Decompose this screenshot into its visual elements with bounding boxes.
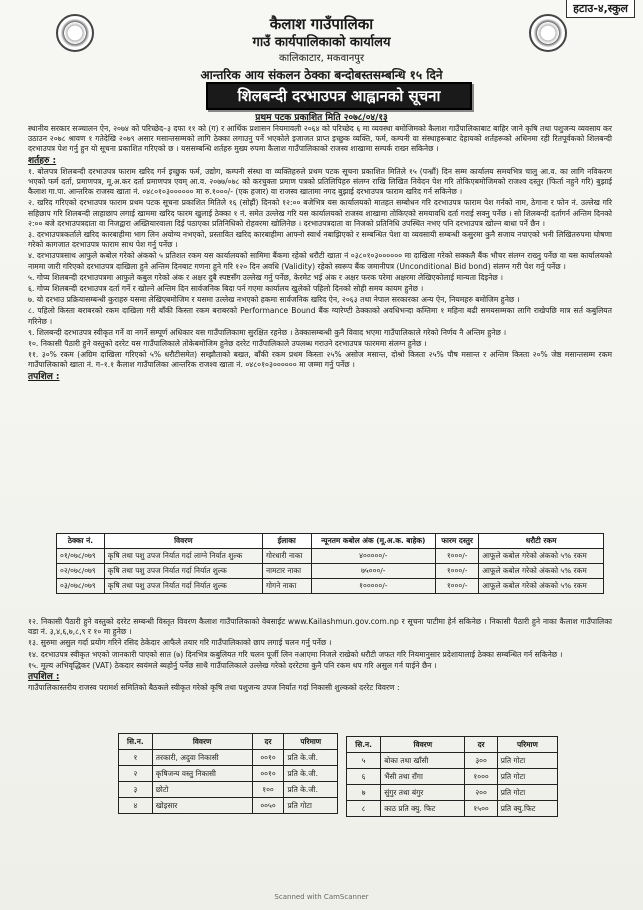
table-row [347,769,558,785]
footer-note: १३. सुरुमा असुल गर्दा प्रयोग गरिने रसिद ठेकेदार आफैले तयार गरि गाउँपालिकाको छाप लगाई चलन गर्नु पर्नेछ । [28,638,332,648]
table-row [57,564,604,579]
table-cell: कृषि तथा पशु उपज निर्यात गर्दा निर्यात शुल्क [104,564,262,579]
term-item: ९. शिलबन्दी दरभाउपत्र स्वीकृत गर्ने वा नगर्ने सम्पूर्ण अधिकार यस गाउँपालिकामा सुरक्षित रहनेछ । ठेक्कासम्बन्धी कुनै विवाद भएमा गाउँपालिकाले गरेको निर्णय नै अन्तिम हुनेछ । [28,327,507,337]
table-cell: गोरधारी नाका [262,549,311,564]
table-cell: ००१० [252,766,284,782]
col-header: विवरण [152,734,252,750]
table-row [347,753,558,769]
footer-note: १४. दरभाउपत्र स्वीकृत भएको जानकारी पाएको सात (७) दिनभित्र कबुलियत गरि चलन पूर्जी लिन नआएमा निजले राखेको धरौटी जफत गरि नियमानुसार प्रदेशायालाई ठेक्का सम्बन्धित गर्न सकिनेछ । [28,649,563,659]
footer-details-label: तपशिल : [28,672,60,683]
table-cell: छोटो [152,782,252,798]
table-row [119,766,338,782]
office-name: गाउँ कार्यपालिकाको कार्यालय [252,35,391,50]
table-cell: १००० [465,769,497,785]
table-cell: प्रति गोटा [497,769,557,785]
footer-details-intro: गाउँपालिकास्तरीय राजस्व परामर्श समितिको बैठकले स्वीकृत गरेको कृषि तथा पशुजन्य उपज निर्यात गर्दा निकासी शुल्कको दररेट विवरण : [28,683,400,693]
table-row [119,798,338,814]
table-row [347,785,558,801]
table-cell: नामटार नाका [262,564,311,579]
table-cell: ००५० [252,798,284,814]
table-cell: प्रति के.जी. [284,782,338,798]
table-cell: सुंगुर तथा बंगुर [381,785,465,801]
table-cell: आफूले कबोल गरेको अंकको ५% रकम [479,549,604,564]
table-cell: १०००/- [436,549,479,564]
table-cell: ४ [119,798,153,814]
table-cell: प्रति गोटा [497,753,557,769]
term-item: १०. निकासी पैठारी हुने वस्तुको दररेट यस गाउँपालिकाले तोकेबमोजिम हुनेछ दररेट गाउँपालिकाले उपलब्ध गराउने दरभाउपत्र फारममा संलग्न हुनेछ । [28,339,427,349]
office-address: कालिकाटार, मकवानपुर [278,53,365,64]
col-header: दर [252,734,284,750]
table-header-row [119,734,338,750]
table-cell: ००१० [252,750,284,766]
col-header: ईलाका [262,534,311,549]
terms-label: शर्तहरु : [28,155,57,166]
table-row [57,579,604,594]
table-cell: ४०००००/- [311,549,435,564]
table-cell: कृषि तथा पशु उपज निर्यात गर्दा लाग्ने निर्यात शुल्क [104,549,262,564]
rate-table-left [118,733,338,814]
term-item: ५. गोप्य शिलबन्दी दरभाउपत्रमा आफुले कबुल गरेको अंक र अक्षर दुबै स्पष्टसँग उल्लेख गर्नु पर्नेछ, केरमेट भई अंक र अक्षर फरक परेमा अक्षरमा लेखिएकोलाई मान्यता दिइनेछ । [28,272,503,282]
notice-body [28,124,612,383]
table-cell: १०००००/- [311,579,435,594]
table-cell: आफूले कबोल गरेको अंकको ५% रकम [479,564,604,579]
table-cell: आफूले कबोल गरेको अंकको ५% रकम [479,579,604,594]
table-cell: प्रति गोटा [284,798,338,814]
term-item: ६. गोप्य शिलबन्दी दरभाउपत्र दर्ता गर्ने र खोल्ने अन्तिम दिन सार्वजनिक बिदा पर्न गएमा कार्यालय खुलेको पहिलो दिनको सोही समय कायम हुनेछ । [28,284,424,294]
col-header: सि.न. [119,734,153,750]
table-cell: भैंसी तथा राँगा [381,769,465,785]
term-item: ४. दरभाउपत्रसाथ आफुले कबोल गरेको अंकको ५ प्रतिशत रकम यस कार्यालयको सामिमा बैंकमा रहेको धरौटी खाता नं ०३८०१०३०००००० मा दाखिला गरेको सक्कलै बैंक भौचर संलग्न राख्नु पर्नेछ वा यस कार्यालयको नाममा जारी गरिएको दरभाउपत्र दाखिला हुने अन्तिम दिनबाट गणना हुने गरि १२० दिन अवधि (Validity) रहेको स्वरूप बैंक जमानीपत्र (Unconditional Bid bond) संलग्न गरी पेश गर्नु पर्नेछ । [28,251,612,271]
table-cell: प्रति गोटा [497,785,557,801]
details-label: तपशिल : [28,371,60,382]
contract-table [56,533,604,594]
table-cell: १०० [252,782,284,798]
table-cell: ०१/०७८/०७९ [57,549,105,564]
table-cell: कृषि तथा पशु उपज निर्यात गर्दा निर्यात शुल्क [104,579,262,594]
table-cell: प्रति के.जी. [284,766,338,782]
table-cell: २ [119,766,153,782]
footer-note: १५. मूल्य अभिवृद्धिकर (VAT) ठेकदार स्वयंमले ब्यहोर्नु पर्नेछ साथै गाउँपालिकाले उल्लेख गरेको दररेटमा कुनै पनि रकम थप गरि असुल गर्न पाईने छैन । [28,660,437,670]
notice-footer [28,617,612,694]
col-header: विवरण [104,534,262,549]
notice-title: शिलबन्दी दरभाउपत्र आह्वानको सूचना [206,82,472,110]
term-item: ३. दरभाउपत्रकर्ताले खरिद कारबाहीमा भाग लिन अयोग्य नभएको, प्रस्तावित खरिद कारबाहीमा आफ्नो स्वार्थ नबाझिएको र सम्बन्धित पेशा वा व्यवसायी सम्बन्धी कसुरमा कुनै सजाय नपाएको भनी लिखितरुपमा घोषणा गरेको कागजात दरभाउपत्र फाराम साथ पेश गर्नु पर्नेछ । [28,230,612,250]
table-cell: २०० [465,785,497,801]
org-name: कैलाश गाउँपालिका [269,15,374,33]
table-cell: ३०० [465,753,497,769]
table-cell: १०००/- [436,564,479,579]
table-cell: ०२/०७८/०७९ [57,564,105,579]
col-header: विवरण [381,737,465,753]
scanner-watermark: Scanned with CamScanner [274,893,369,901]
table-cell: गोगने नाका [262,579,311,594]
table-cell: काठ प्रति क्यु. फिट [381,801,465,817]
term-item: ११. ३०% रकम (अग्रिम दाखिला गरिएको ५% धरौटीसमेत) सम्झौताको बखत, बाँकी रकम प्रथम किस्ता २५% असोज मसान्त, दोश्रो किस्ता २५% पौष मसान्त र अन्तिम किस्ता २०% जेष्ठ मसान्तसम्म रकम गाउँपालिकाको खाता नं. ग–१.१ कैलाश गाउँपालिका आन्तरिक राजश्व खाता नं. ०४८०१०३०००००० मा जम्मा गर्नु पर्नेछ । [28,350,612,370]
corner-tag: हटाउ-४,स्कुल [566,0,635,18]
table-cell: ७५०००/- [311,564,435,579]
footer-note: १२. निकासी पैठारी हुने वस्तुको दररेट सम्बन्धी विस्तृत विवरण कैलाश गाउँपालिकाको वेबसाईट www.Kailashmun.gov.com.np र सूचना पाटीमा हेर्न सकिनेछ । निकासी पैठारी हुने नाका कैलाश गाउँपालिका वडा नं. ३,४,६,७,८,९ र १० मा हुनेछ । [28,617,612,637]
table-cell: ०३/०७८/०७९ [57,579,105,594]
col-header: सि.न. [347,737,381,753]
col-header: ठेक्का नं. [57,534,105,549]
col-header: धरौटी रकम [479,534,604,549]
term-item: १. बोलपत्र शिलबन्दी दरभाउपत्र फाराम खरिद गर्न इच्छुक फर्म, उद्योग, कम्पनी संस्था वा व्यक्तिहरुले प्रथम पटक सूचना प्रकाशित मितिले १५ (पन्ध्रौं) दिन सम्म कार्यालय समयभित्र चालु आ.व. का लागि नविकरण भएको फर्म दर्ता, प्रमाणपत्र, मू.अ.कर दर्ता प्रमाणपत्र एवम् आ.व. २०७७/०७८ को करचुक्ता प्रमाण पत्रको प्रतिलिपिहरु संलग्न राखि लिखित निवेदन पेश गरि तोकिएबमोजिमको राजश्व दस्तुर (फिर्ता नहुने गरि) बुझाई कैलाश गा.पा. आन्तरिक राजस्व खाता नं. ०४८०१०३०००००० मा रु.१०००/- (एक हजार) वा राजस्व खातामा नगद बुझाई दरभाउपत्र फाराम खरिद गर्न सकिनेछ । [28,166,612,197]
table-header-row [347,737,558,753]
table-row [119,750,338,766]
intro-paragraph: स्थानीय सरकार सञ्चालन ऐन, २०७४ को परिच्छेद–३ दफा ११ को (ग) र आर्थिक प्रशासन नियमावली २०६४ को परिच्छेद ६ मा व्यवस्था बमोजिमको कैलाश गाउँपालिकाबाट बाहिर जाने कृषि तथा पशुजन्य व्यवसाय कर उठाउन २०७८ श्रावण १ गतेदेखि २०७९ असार मसान्तसम्मको लागि ठेक्का लगाउनु पर्ने भएकोले इजाजत प्राप्त इच्छुक व्यक्ति, फर्म, कम्पनी वा संस्थाहरूबाट देहायको शर्तहरूको अधिनमा रही रितपूर्वकको शिलबन्दी दरभाउपत्र पेश गर्नु हुन यो सूचना प्रकाशित गरिएको छ । यससम्बन्धि शर्तहरु मुख्य रुपमा कैलाश गाउँपालिकाको राजस्व शाखामा सम्पर्क राख्न सकिनेछ । [28,124,612,154]
rate-table-right [346,736,558,817]
table-cell: खोइसार [152,798,252,814]
term-item: २. खरिद गरिएको दरभाउपत्र फाराम प्रथम पटक सूचना प्रकाशित मितिले १६ (सोह्रौं) दिनको १२:०० बजेभित्र यस कार्यालयको मातहत सम्बोधन गरि दरभाउपत्र फाराम पेश गर्नको नाम, ठेगाना र फोन नं. उल्लेख गरि सहिछाप गरि शिलबन्दी लाहाछाप लगाई खाममा खरिद फारम खुलाई ठेक्का १ नं. समेत उल्लेख गरि यस कार्यालयको राजस्व शाखामा तोकिएको समयावधि दर्ता गराई सक्नु पर्नेछ । सो शिलबन्दी दर्तागर्न अन्तिम दिनको २:०० बजे दरभाउपत्रदाता वा निजद्वारा अख्तियारवाला दिई पठाएका प्रतिनिधिको रोहवरमा खोलिनेछ । दरभाउपत्रदाता वा निजको प्रतिनिधि उपस्थित नभए पनि दरभाउपत्र खोल्न बाधा पर्ने छैन । [28,198,612,228]
table-cell: ३ [119,782,153,798]
table-cell: १ [119,750,153,766]
table-cell: ६ [347,769,381,785]
col-header: न्यूनतम कबोल अंक (मू.अ.क. बाहेक) [311,534,435,549]
table-cell: बोका तथा खाँसी [381,753,465,769]
notice-subject: आन्तरिक आय संकलन ठेक्का बन्दोबस्तसम्बन्धि १५ दिने [200,68,443,82]
table-cell: १५०० [465,801,497,817]
table-cell: १०००/- [436,579,479,594]
table-row [57,549,604,564]
table-header-row [57,534,604,549]
table-cell: ८ [347,801,381,817]
col-header: फारम दस्तुर [436,534,479,549]
table-cell: तरकारी, अदुवा निकासी [152,750,252,766]
table-row [347,801,558,817]
publication-date: प्रथम पटक प्रकाशित मिति २०७८/०४/१३ [255,113,388,123]
col-header: परिमाण [284,734,338,750]
table-row [119,782,338,798]
table-cell: प्रति क्यु.फिट [497,801,557,817]
col-header: दर [465,737,497,753]
table-cell: कृषिजन्य वस्तु निकासी [152,766,252,782]
term-item: ७. यो दरभाउ प्रक्रियासम्बन्धी कुराहरु यसमा लेखिएबमोजिम र यसमा उल्लेख नभएको हकमा सार्वजनिक खरिद ऐन, २०६३ तथा नेपाल सरकारका अन्य ऐन, नियमहरु बमोजिम हुनेछ । [28,295,520,305]
table-cell: प्रति के.जी. [284,750,338,766]
table-cell: ५ [347,753,381,769]
table-cell: ७ [347,785,381,801]
col-header: परिमाण [497,737,557,753]
term-item: ८. पहिलो किस्ता बराबरको रकम दाखिला गरी बाँकी किस्ता रकम बराबरको Performance Bound बैंक ग्यारेण्टी ठेक्काको अवधिभन्दा कम्तिमा १ महिना बढी समयसम्मका लागि राखेपछि मात्र सर्त कबुलियत गरिनेछ । [28,306,612,326]
